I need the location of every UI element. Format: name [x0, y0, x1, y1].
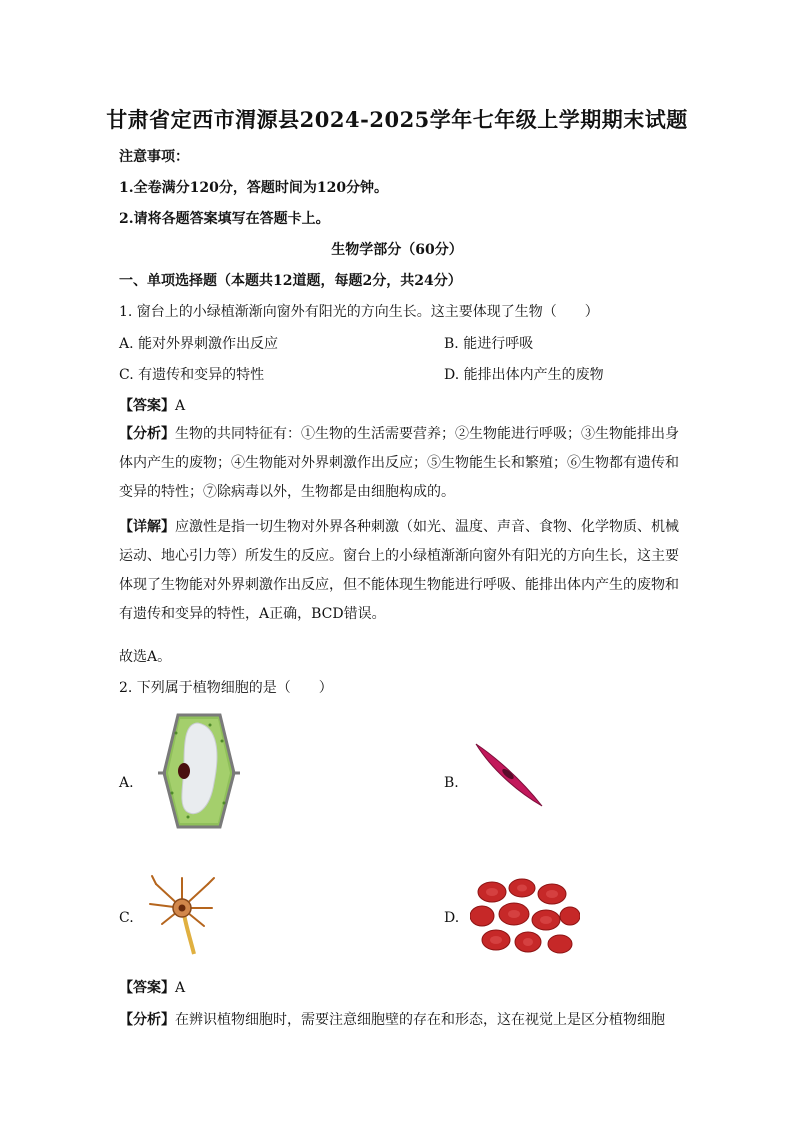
q2-stem: 2. 下列属于植物细胞的是（ ）	[119, 680, 333, 696]
q2-answer-label: 【答案】	[119, 980, 175, 996]
q1-answer-value: A	[175, 398, 186, 414]
red-blood-cells-image	[470, 878, 580, 958]
page-title: 甘肃省定西市渭源县2024-2025学年七年级上学期期末试题	[106, 107, 688, 132]
q2-analysis	[119, 1009, 665, 1029]
q1-option-a: A. 能对外界刺激作出反应	[119, 336, 279, 352]
q1-detail	[119, 513, 679, 629]
q1-conclusion: 故选A。	[119, 649, 172, 665]
q2-option-c-label: C.	[119, 910, 134, 926]
plant-cell-image	[158, 713, 240, 829]
notice-heading: 注意事项：	[119, 149, 189, 165]
q2-option-a-label: A.	[119, 775, 134, 791]
q2-answer	[119, 977, 185, 997]
q1-detail-text: 应激性是指一切生物对外界各种刺激（如光、温度、声音、食物、化学物质、机械运动、地心引力等）所发生的反应。窗台上的小绿植渐渐向窗外有阳光的方向生长，这主要体现了生物能对外界刺激作出反应，但不能体现生物能进行呼吸、能排出体内产生的废物和有遗传和变异的特性，A正确，BCD错误。	[119, 519, 679, 622]
q1-analysis-text: 生物的共同特征有：①生物的生活需要营养；②生物能进行呼吸；③生物能排出身体内产生的废物；④生物能对外界刺激作出反应；⑤生物能生长和繁殖；⑥生物都有遗传和变异的特性；⑦除病毒以外，生物都是由细胞构成的。	[119, 426, 679, 500]
nerve-cell-image	[146, 874, 216, 956]
section-title: 生物学部分（60分）	[331, 242, 463, 258]
q1-detail-label: 【详解】	[119, 519, 175, 535]
q2-analysis-label: 【分析】	[119, 1012, 175, 1028]
q1-option-c: C. 有遗传和变异的特性	[119, 367, 265, 383]
q1-option-d: D. 能排出体内产生的废物	[444, 367, 604, 383]
q1-stem: 1. 窗台上的小绿植渐渐向窗外有阳光的方向生长。这主要体现了生物（ ）	[119, 304, 599, 320]
q2-option-b-label: B.	[444, 775, 459, 791]
q1-analysis	[119, 420, 679, 507]
q1-answer	[119, 395, 185, 415]
q2-option-d-label: D.	[444, 910, 460, 926]
q1-answer-label: 【答案】	[119, 398, 175, 414]
q1-analysis-label: 【分析】	[119, 426, 175, 442]
notice-item-1: 1.全卷满分120分，答题时间为120分钟。	[119, 180, 389, 196]
q1-option-b: B. 能进行呼吸	[444, 336, 534, 352]
q2-answer-value: A	[175, 980, 186, 996]
q2-analysis-text: 在辨识植物细胞时，需要注意细胞壁的存在和形态，这在视觉上是区分植物细胞	[175, 1012, 665, 1028]
part-title: 一、单项选择题（本题共12道题，每题2分，共24分）	[119, 273, 462, 289]
notice-item-2: 2.请将各题答案填写在答题卡上。	[119, 211, 330, 227]
muscle-cell-image	[474, 742, 544, 808]
